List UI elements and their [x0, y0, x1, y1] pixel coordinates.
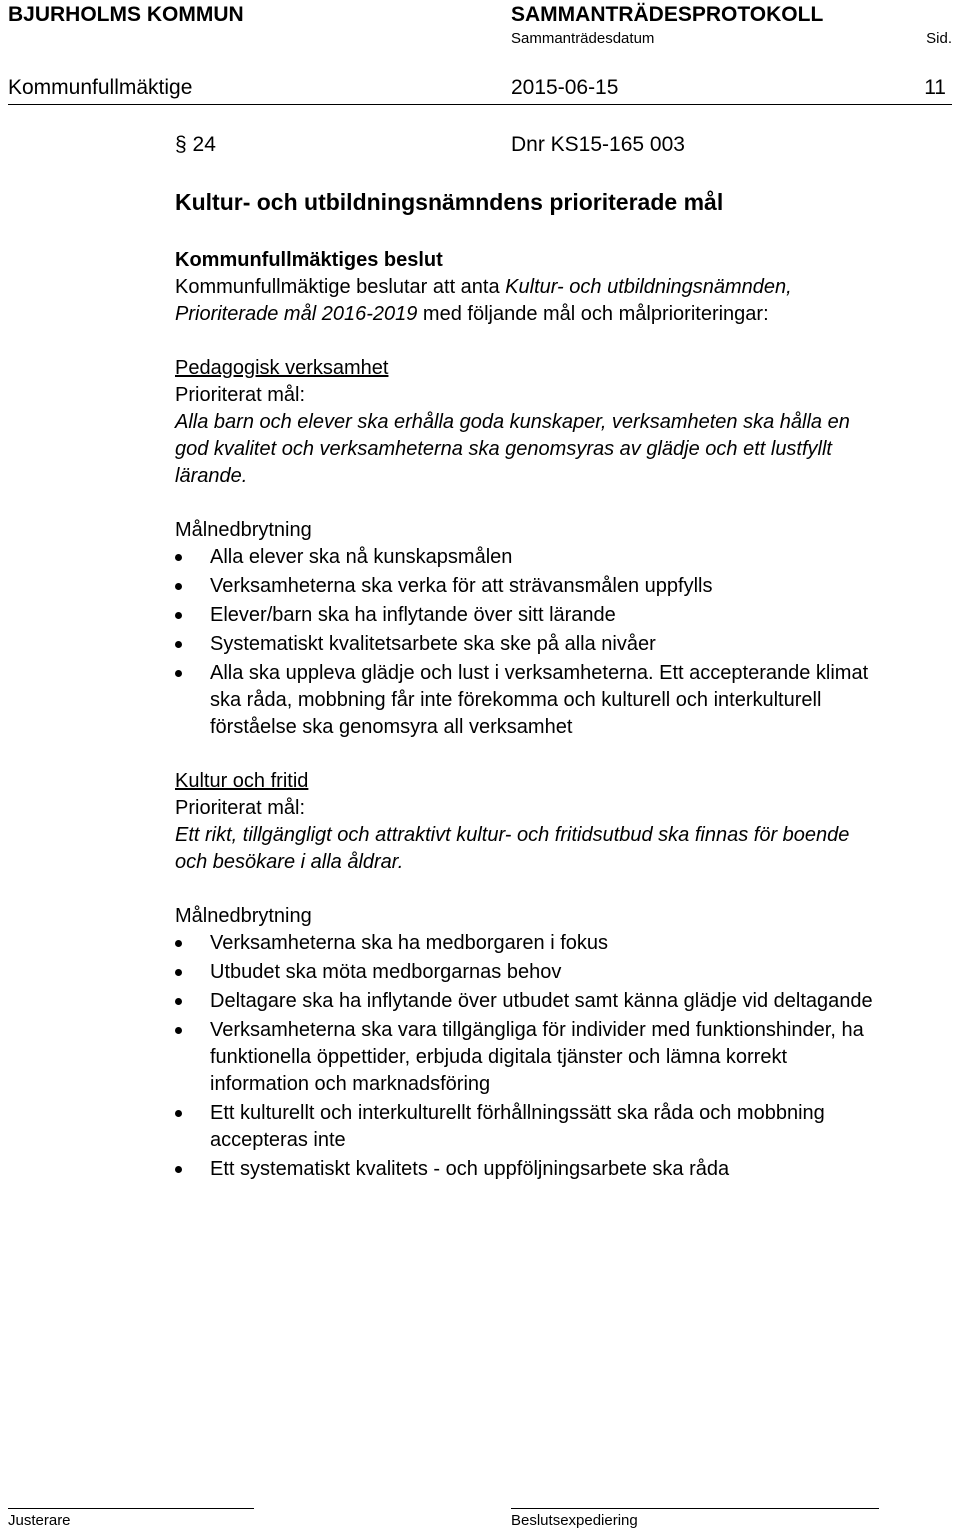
bullet-icon [175, 670, 182, 677]
bullet-icon [175, 583, 182, 590]
bullet-icon [175, 554, 182, 561]
breakdown-list [175, 544, 875, 741]
priority-goal: Ett rikt, tillgängligt och attraktivt kultur- och fritidsutbud ska finnas för boende och besökare i alla åldrar. [175, 824, 850, 873]
list-item: Verksamheterna ska vara tillgängliga för individer med funktionshinder, ha funktionella öppettider, erbjuda digitala tjänster och lämna korrekt information och marknadsföring [175, 1017, 875, 1098]
decision-text: Kommunfullmäktige beslutar att anta Kultur- och utbildningsnämnden, Prioriterade mål 2016-2019 med följande mål och målprioriteringar: [175, 276, 792, 325]
footer-rule-left [8, 1508, 254, 1509]
priority-label: Prioriterat mål: [175, 384, 306, 406]
list-item: Elever/barn ska ha inflytande över sitt lärande [175, 602, 875, 629]
area-heading-pedagogisk: Pedagogisk verksamhet [175, 357, 389, 379]
bullet-icon [175, 1110, 182, 1117]
protocol-title: SAMMANTRÄDESPROTOKOLL [511, 3, 824, 26]
bullet-icon [175, 612, 182, 619]
breakdown-label: Målnedbrytning [175, 905, 312, 927]
body-name: Kommunfullmäktige [8, 76, 193, 99]
bullet-icon [175, 969, 182, 976]
list-item: Alla elever ska nå kunskapsmålen [175, 544, 875, 571]
footer-beslutsexpediering: Beslutsexpediering [511, 1512, 638, 1529]
bullet-icon [175, 1027, 182, 1034]
list-item: Ett kulturellt och interkulturellt förhållningssätt ska råda och mobbning accepteras inte [175, 1100, 875, 1154]
bullet-icon [175, 940, 182, 947]
list-item: Utbudet ska möta medborgarnas behov [175, 959, 875, 986]
diary-number: Dnr KS15-165 003 [511, 133, 685, 156]
list-item: Ett systematiskt kvalitets - och uppföljningsarbete ska råda [175, 1156, 875, 1183]
priority-goal: Alla barn och elever ska erhålla goda kunskaper, verksamheten ska hålla en god kvalitet och verksamheterna ska genomsyras av glädje och ett lustfyllt lärande. [175, 411, 850, 487]
decision-heading: Kommunfullmäktiges beslut [175, 249, 443, 271]
main-content [175, 189, 875, 1185]
breakdown-label: Målnedbrytning [175, 519, 312, 541]
organization-name: BJURHOLMS KOMMUN [8, 3, 244, 26]
list-item: Alla ska uppleva glädje och lust i verksamheterna. Ett accepterande klimat ska råda, mobbning får inte förekomma och kulturell och interkulturell förståelse ska genomsyra all verksamhet [175, 660, 875, 741]
priority-label: Prioriterat mål: [175, 797, 306, 819]
header-divider [8, 104, 952, 105]
breakdown-list [175, 930, 875, 1183]
list-item: Systematiskt kvalitetsarbete ska ske på alla nivåer [175, 631, 875, 658]
bullet-icon [175, 998, 182, 1005]
meeting-date: 2015-06-15 [511, 76, 619, 99]
footer-justerare: Justerare [8, 1512, 71, 1529]
list-item: Verksamheterna ska verka för att strävansmålen uppfylls [175, 573, 875, 600]
item-title: Kultur- och utbildningsnämndens prioriterade mål [175, 189, 724, 215]
list-item: Verksamheterna ska ha medborgaren i fokus [175, 930, 875, 957]
bullet-icon [175, 641, 182, 648]
list-item: Deltagare ska ha inflytande över utbudet samt känna glädje vid deltagande [175, 988, 875, 1015]
bullet-icon [175, 1166, 182, 1173]
section-number: § 24 [175, 133, 216, 156]
area-heading-kultur: Kultur och fritid [175, 770, 309, 792]
footer-rule-right [511, 1508, 879, 1509]
meeting-date-label: Sammanträdesdatum [511, 30, 655, 47]
page-label: Sid. [926, 30, 952, 47]
page-number: 11 [924, 76, 946, 99]
